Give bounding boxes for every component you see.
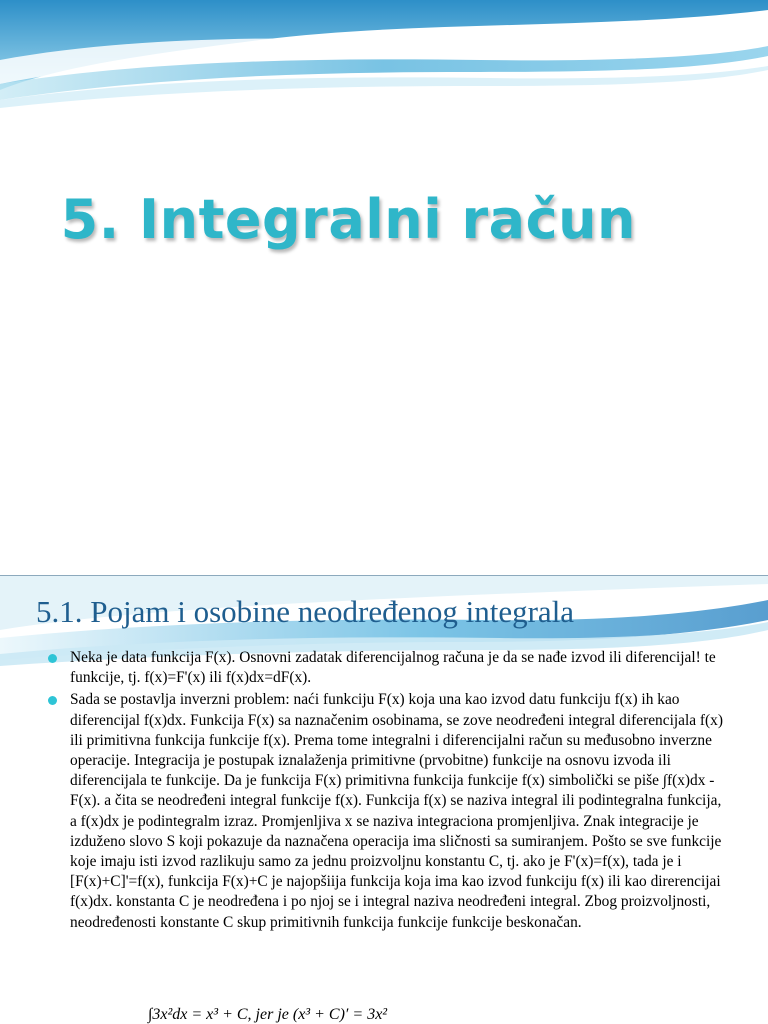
wave-decoration — [0, 0, 768, 110]
slide-2 — [0, 576, 768, 1024]
bullet-text: Sada se postavlja inverzni problem: naći funkciju F(x) koja una kao izvod datu funkciju f(x) ih kao diferencijal f(x)dx. Funkcija F(x) sa naznačenim osobinama, se zove neodređeni integral diferencijala f(x) ili primitivna funkcija funkcije f(x). Prema tome integralni i diferencijalni račun su međusobno inverzne operacije. Integracija je postupak iznalaženja primitivne (prvobitne) funkcije na osnovu izvoda ili diferencijala te funkcije. Da je funkcija F(x) primitivna funkcija funkcije f(x) simbolički se piše ∫f(x)dx - F(x). a čita se neodređeni integral funkcije f(x). Funkcija f(x) se naziva integral ili podintegralna funkcija, a f(x)dx je podintegralm izraz. Promjenljiva x se naziva integraciona promjenljiva. Znak integracije je izduženo slovo S koji pokazuje da naznačena operacija ima sličnosti sa sumiranjem. Pošto se sve funkcije koje imaju isti izvod razlikuju samo za jednu proizvoljnu konstantu C, tj. ako je F'(x)=f(x), tada je i [F(x)+C]'=f(x), funkcija F(x)+C je najopšiija funkcija koja ima kao izvod funkciju f(x) ili kao direrencijai f(x)dx. konstanta C je neodređena i po njoj se i integral naziva neodređeni integral. Zbog proizvoljnosti, neodređenosti konstante C skup primitivnih funkcija funkcije funkcije beskonačan. — [70, 691, 723, 931]
main-title: 5. Integralni račun — [60, 188, 636, 251]
list-item — [48, 648, 728, 688]
bullet-text: Neka je data funkcija F(x). Osnovni zadatak diferencijalnog računa je da se nađe izvod ili diferencijal! te funkcije, tj. f(x)=F'(x) ili f(x)dx=dF(x). — [70, 649, 716, 687]
bullet-dot-icon — [48, 696, 57, 705]
list-item — [48, 690, 728, 932]
bullet-list — [48, 648, 728, 935]
formula: ∫3x²dx = x³ + C, jer je (x³ + C)′ = 3x² — [148, 1006, 388, 1023]
bullet-dot-icon — [48, 654, 57, 663]
section-title: 5.1. Pojam i osobine neodređenog integrala — [36, 594, 575, 629]
